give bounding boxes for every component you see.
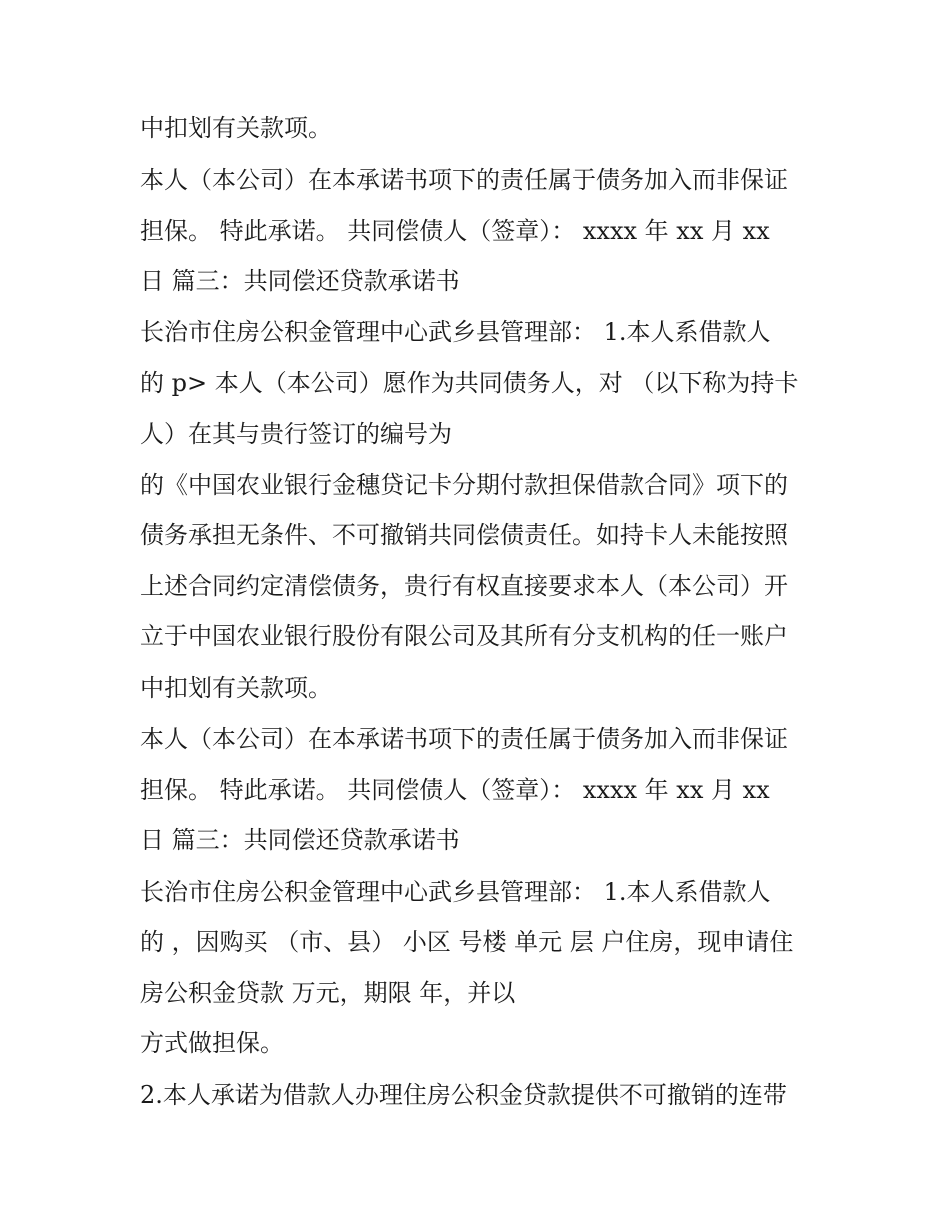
text-line: 日 篇三：共同偿还贷款承诺书 — [140, 267, 460, 295]
text-line: 本人（本公司）在本承诺书项下的责任属于债务加入而非保证 — [140, 166, 788, 194]
text-line: 立于中国农业银行股份有限公司及其所有分支机构的任一账户 — [140, 622, 788, 650]
text-line: 长治市住房公积金管理中心武乡县管理部： 1.本人系借款人 — [140, 878, 771, 906]
text-line: 本人（本公司）在本承诺书项下的责任属于债务加入而非保证 — [140, 725, 788, 753]
text-line: 的 p> 本人（本公司）愿作为共同债务人，对 （以下称为持卡 — [140, 369, 799, 397]
text-line: 人）在其与贵行签订的编号为 — [140, 420, 452, 448]
text-line: 2.本人承诺为借款人办理住房公积金贷款提供不可撤销的连带 — [140, 1081, 787, 1109]
text-line: 担保。 特此承诺。 共同偿债人（签章）： xxxx 年 xx 月 xx — [140, 217, 770, 245]
text-line: 中扣划有关款项。 — [140, 674, 332, 702]
text-line: 方式做担保。 — [140, 1029, 284, 1057]
text-line: 日 篇三：共同偿还贷款承诺书 — [140, 826, 460, 854]
text-line: 中扣划有关款项。 — [140, 114, 332, 142]
text-line: 的《中国农业银行金穗贷记卡分期付款担保借款合同》项下的 — [140, 471, 788, 499]
text-line: 长治市住房公积金管理中心武乡县管理部： 1.本人系借款人 — [140, 318, 771, 346]
text-line: 债务承担无条件、不可撤销共同偿债责任。如持卡人未能按照 — [140, 521, 788, 549]
text-line: 的 ，因购买 （市、县） 小区 号楼 单元 层 户住房，现申请住 — [140, 928, 794, 956]
text-line: 担保。 特此承诺。 共同偿债人（签章）： xxxx 年 xx 月 xx — [140, 776, 770, 804]
text-line: 上述合同约定清偿债务，贵行有权直接要求本人（本公司）开 — [140, 572, 788, 600]
text-line: 房公积金贷款 万元，期限 年，并以 — [140, 979, 516, 1007]
